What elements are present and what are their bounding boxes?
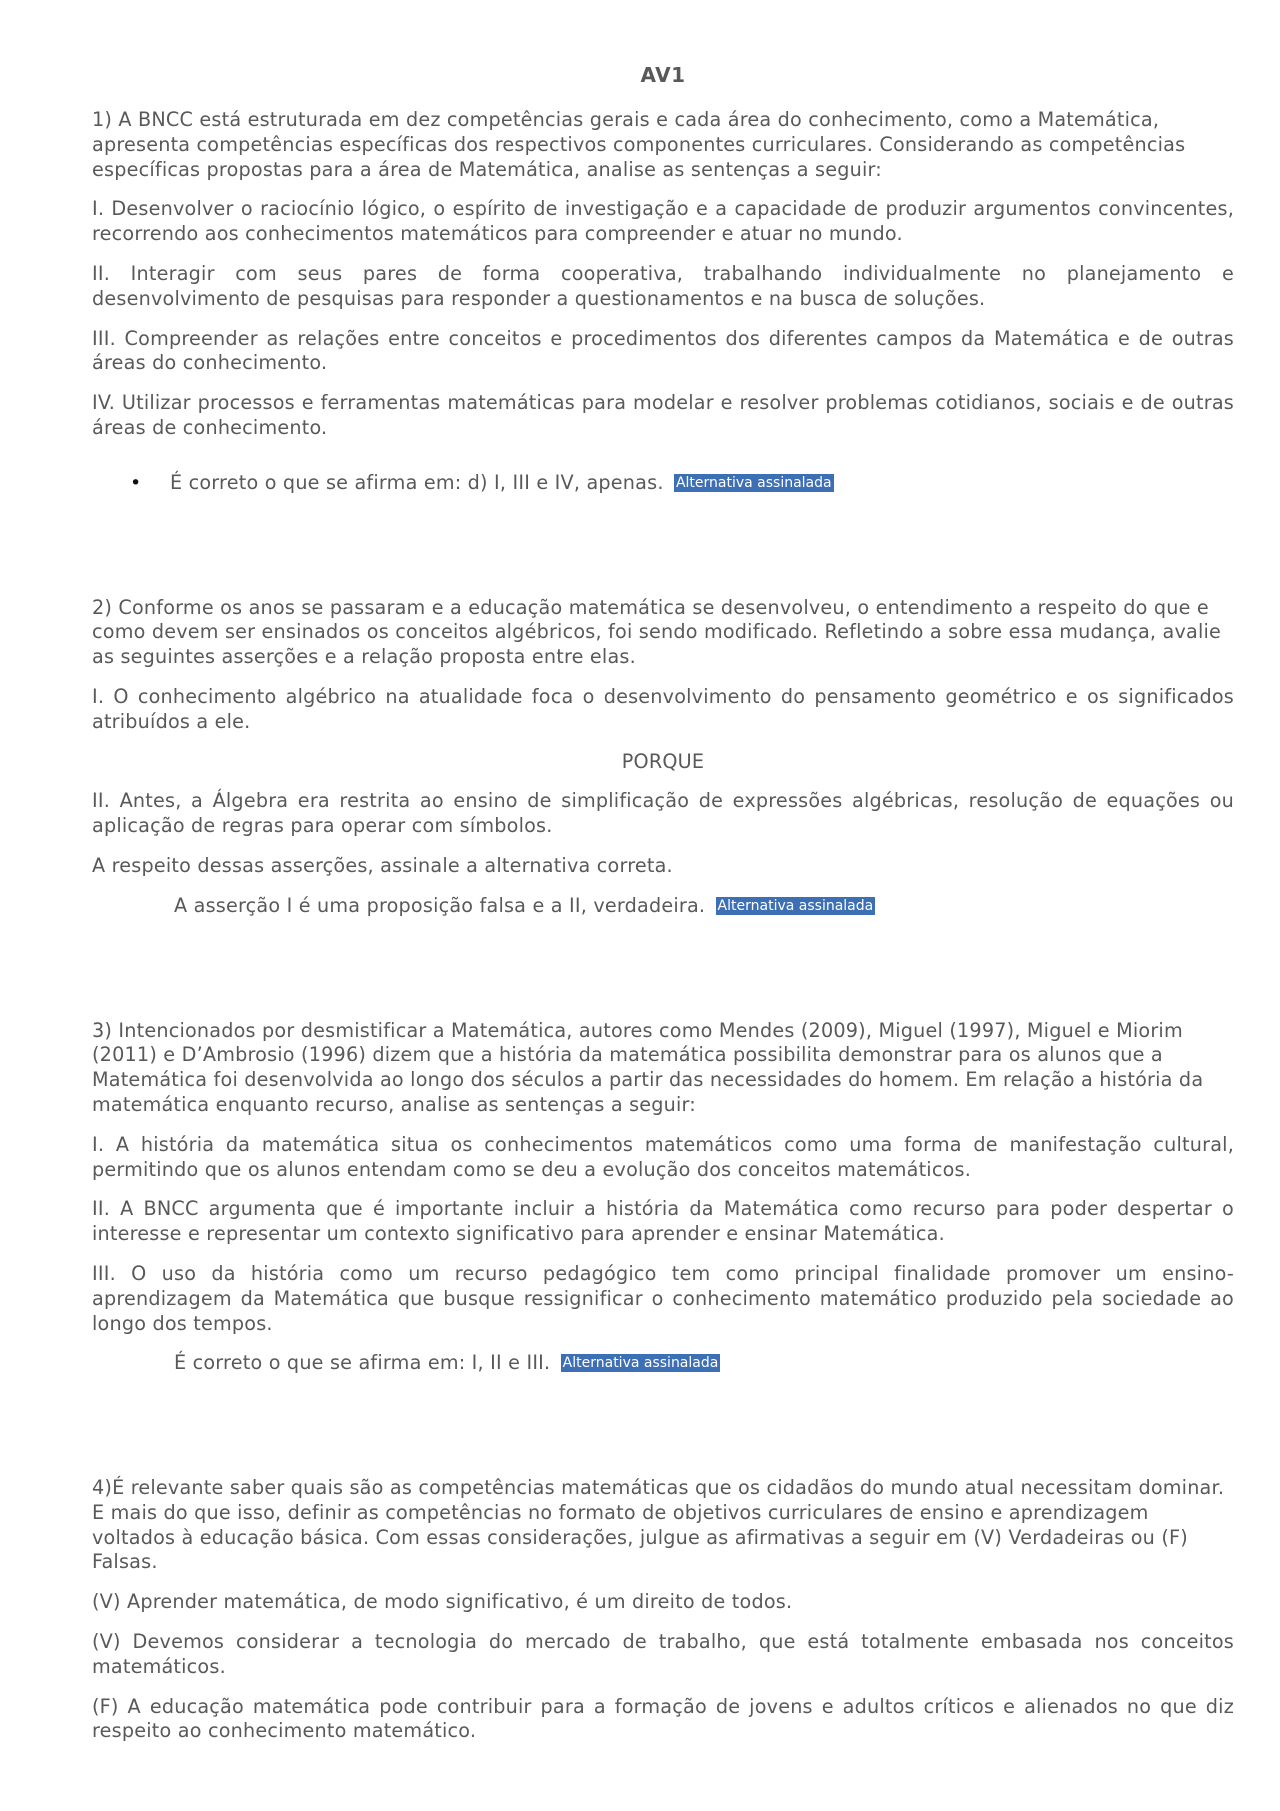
question-4-item-1: (V) Aprender matemática, de modo significativo, é um direito de todos. — [92, 1590, 793, 1614]
question-3-answer — [92, 1351, 1234, 1376]
question-3-answer-text: É correto o que se afirma em: I, II e III. — [174, 1351, 551, 1375]
answer-selected-badge: Alternativa assinalada — [562, 1355, 719, 1372]
question-2-answer — [92, 894, 1234, 919]
question-3-stem: 3) Intencionados por desmistificar a Matemática, autores como Mendes (2009), Miguel (1997), Miguel e Miorim (2011) e D’Ambrosio (1996) dizem que a história da matemática possibilita demonstrar para os alunos que a Matemática foi desenvolvida ao longo dos séculos a partir das necessidades do homem. Em relação a história da matemática enquanto recurso, analise as sentenças a seguir: — [92, 1018, 1204, 1116]
question-3-item-2: II. A BNCC argumenta que é importante incluir a história da Matemática como recurso para poder despertar o interesse e representar um contexto significativo para aprender e ensinar Matemática. — [92, 1197, 1234, 1246]
question-4-stem: 4)É relevante saber quais são as competências matemáticas que os cidadãos do mundo atual necessitam dominar. E mais do que isso, definir as competências no formato de objetivos curriculares de ensino e aprendizagem voltados à educação básica. Com essas considerações, julgue as afirmativas a seguir em (V) Verdadeiras ou (F) Falsas. — [92, 1476, 1225, 1574]
bullet-icon: • — [130, 471, 142, 494]
question-3 — [92, 1019, 1234, 1377]
question-2-assertion-2: II. Antes, a Álgebra era restrita ao ensino de simplificação de expressões algébricas, resolução de equações ou aplicação de regras para operar com símbolos. — [92, 789, 1234, 838]
question-2-connector: PORQUE — [621, 749, 705, 773]
question-3-item-1: I. A história da matemática situa os conhecimentos matemáticos como uma forma de manifestação cultural, permitindo que os alunos entendam como se deu a evolução dos conceitos matemáticos. — [92, 1132, 1234, 1181]
question-1-item-1: I. Desenvolver o raciocínio lógico, o espírito de investigação e a capacidade de produzir argumentos convincentes, recorrendo aos conhecimentos matemáticos para compreender e atuar no mundo. — [92, 197, 1234, 246]
question-2-stem: 2) Conforme os anos se passaram e a educação matemática se desenvolveu, o entendimento a respeito do que e como devem ser ensinados os conceitos algébricos, foi sendo modificado. Refletindo a sobre essa mudança, avalie as seguintes asserções e a relação proposta entre elas. — [92, 595, 1222, 669]
question-1-item-4: IV. Utilizar processos e ferramentas matemáticas para modelar e resolver problemas cotidianos, sociais e de outras áreas de conhecimento. — [92, 391, 1234, 439]
document-title: AV1 — [640, 63, 686, 87]
question-4-item-3: (F) A educação matemática pode contribuir para a formação de jovens e adultos críticos e alienados no que diz respeito ao conhecimento matemático. — [92, 1694, 1234, 1743]
question-1-answer — [92, 471, 1234, 496]
question-1-answer-text: É correto o que se afirma em: d) I, III e IV, apenas. — [170, 470, 664, 494]
document-page — [92, 0, 1234, 1744]
question-1 — [92, 108, 1234, 496]
question-4-item-2: (V) Devemos considerar a tecnologia do mercado de trabalho, que está totalmente embasada nos conceitos matemáticos. — [92, 1630, 1234, 1678]
question-2-assertion-1: I. O conhecimento algébrico na atualidade foca o desenvolvimento do pensamento geométrico e os significados atribuídos a ele. — [92, 684, 1234, 733]
question-2-answer-text: A asserção I é uma proposição falsa e a II, verdadeira. — [174, 893, 706, 917]
answer-selected-badge: Alternativa assinalada — [675, 474, 832, 491]
question-1-item-2: II. Interagir com seus pares de forma cooperativa, trabalhando individualmente no planejamento e desenvolvimento de pesquisas para responder a questionamentos e na busca de soluções. — [92, 261, 1234, 310]
question-2 — [92, 596, 1234, 919]
question-4 — [92, 1476, 1234, 1744]
question-2-prompt: A respeito dessas asserções, assinale a alternativa correta. — [92, 853, 673, 877]
question-1-stem: 1) A BNCC está estruturada em dez competências gerais e cada área do conhecimento, como a Matemática, apresenta competências específicas dos respectivos componentes curriculares. Considerando as competências específicas propostas para a área de Matemática, analise as sentenças a seguir: — [92, 108, 1186, 181]
question-3-item-3: III. O uso da história como um recurso pedagógico tem como principal finalidade promover um ensino-aprendizagem da Matemática que busque ressignificar o conhecimento matemático produzido pela sociedade ao longo dos tempos. — [92, 1261, 1234, 1335]
question-1-item-3: III. Compreender as relações entre conceitos e procedimentos dos diferentes campos da Matemática e de outras áreas do conhecimento. — [92, 326, 1234, 375]
answer-selected-badge: Alternativa assinalada — [717, 897, 874, 914]
